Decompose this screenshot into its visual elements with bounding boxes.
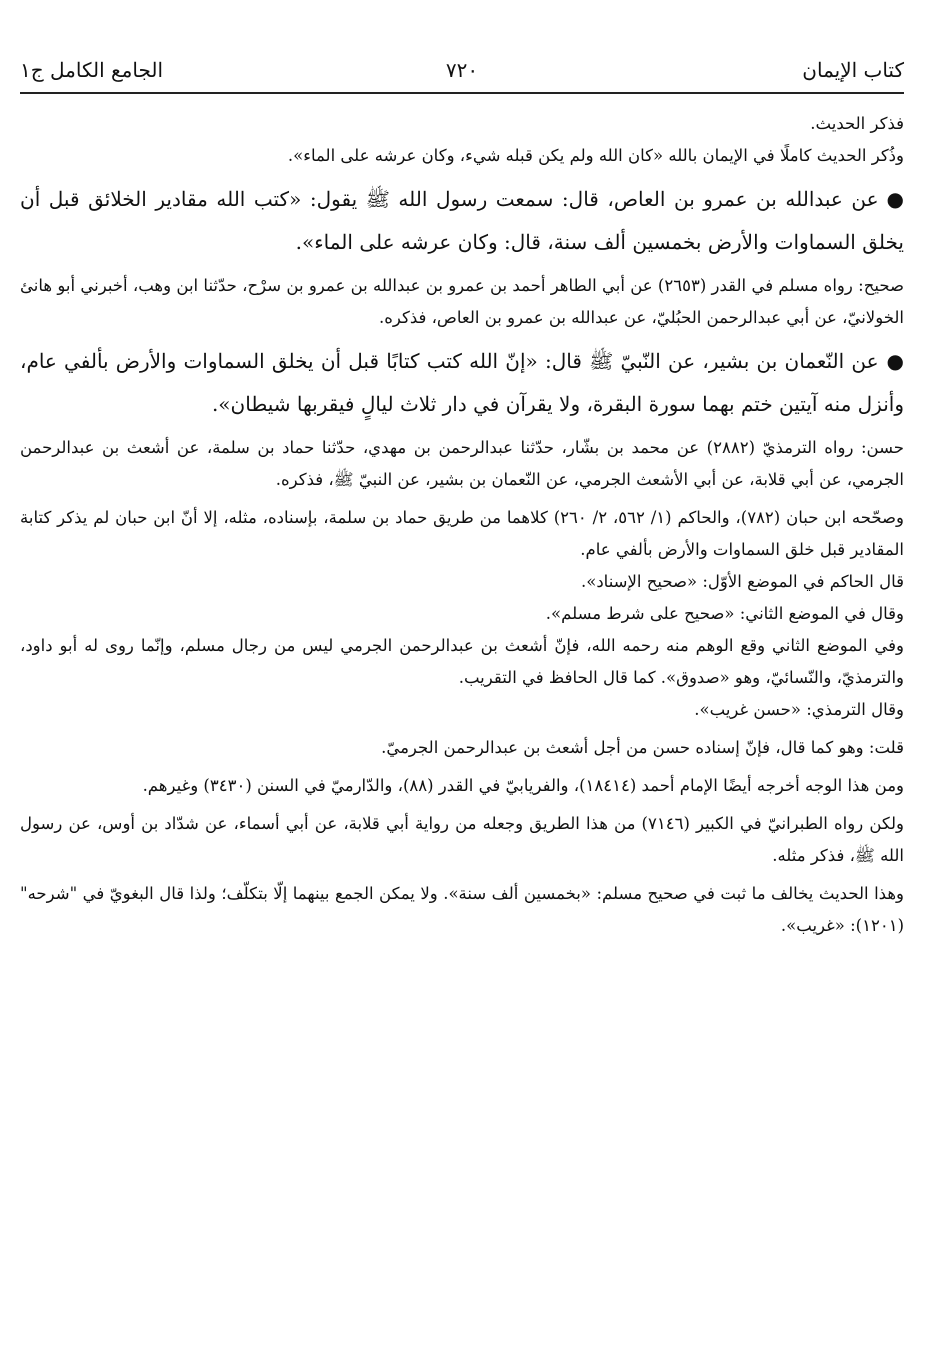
bullet-icon: ● [886,187,904,211]
paragraph [20,270,904,334]
paragraph-text: وصحّحه ابن حبان (٧٨٢)، والحاكم (١/ ٥٦٢، ٢/ ٢٦٠) كلاهما من طريق حماد بن سلمة، بإسناده، مثله، إلا أنّ ابن حبان لم يذكر كتابة المقادير قبل خلق السماوات والأرض بألفي عام. [20,508,905,559]
paragraph [20,630,904,694]
paragraph [20,770,904,802]
hadith-text: عن النّعمان بن بشير، عن النّبيّ ﷺ قال: «إنّ الله كتب كتابًا قبل أن يخلق السماوات والأرض بألفي عام، وأنزل منه آيتين ختم بهما سورة البقرة، ولا يقرآن في دار ثلاث ليالٍ فيقربها شيطان». [20,349,904,416]
paragraph [20,566,904,598]
paragraph [20,108,904,140]
paragraph [20,598,904,630]
paragraph-text: وقال في الموضع الثاني: «صحيح على شرط مسلم». [545,604,904,623]
chapter-title: كتاب الإيمان [802,58,904,82]
paragraph-text: صحيح: رواه مسلم في القدر (٢٦٥٣) عن أبي الطاهر أحمد بن عمرو بن عبدالله بن عمرو بن سرْح، حدّثنا ابن وهب، أخبرني أبو هانئ الخولانيّ، عن أبي عبدالرحمن الحبُليّ، عن عبدالله بن عمرو بن العاص، فذكره. [20,276,904,327]
paragraph [20,694,904,726]
header-divider [20,92,904,94]
book-title: الجامع الكامل ج١ [20,58,164,82]
hadith-paragraph [20,178,904,264]
page-header [20,52,904,92]
paragraph [20,732,904,764]
paragraph [20,502,904,566]
paragraph-text: وقال الترمذي: «حسن غريب». [694,700,904,719]
hadith-paragraph [20,340,904,426]
paragraph-text: وفي الموضع الثاني وقع الوهم منه رحمه الله، فإنّ أشعث بن عبدالرحمن الجرمي ليس من رجال مسلم، وإنّما روى له أبو داود، والترمذيّ، والنّسائيّ، وهو «صدوق». كما قال الحافظ في التقريب. [20,636,904,687]
paragraph [20,432,904,496]
paragraph-text: وهذا الحديث يخالف ما ثبت في صحيح مسلم: «بخمسين ألف سنة». ولا يمكن الجمع بينهما إلّا بتكلّف؛ ولذا قال البغويّ في "شرحه" (١٢٠١): «غريب». [20,884,904,935]
paragraph-text: ولكن رواه الطبرانيّ في الكبير (٧١٤٦) من هذا الطريق وجعله من رواية أبي قلابة، عن أبي أسماء، عن شدّاد بن أوس، عن رسول الله ﷺ، فذكر مثله. [20,814,904,865]
bullet-icon: ● [886,349,904,373]
paragraph-text: قلت: وهو كما قال، فإنّ إسناده حسن من أجل أشعث بن عبدالرحمن الجرميّ. [381,738,904,757]
paragraph [20,808,904,872]
book-page [20,52,904,942]
paragraph-text: فذكر الحديث. [810,114,904,133]
hadith-text: عن عبدالله بن عمرو بن العاص، قال: سمعت رسول الله ﷺ يقول: «كتب الله مقادير الخلائق قبل أن يخلق السماوات والأرض بخمسين ألف سنة، قال: وكان عرشه على الماء». [20,187,904,254]
paragraph-text: حسن: رواه الترمذيّ (٢٨٨٢) عن محمد بن بشّار، حدّثنا عبدالرحمن بن مهدي، حدّثنا حماد بن سلمة، عن أشعث بن عبدالرحمن الجرمي، عن أبي قلابة، عن أبي الأشعث الجرمي، عن النّعمان بن بشير، عن النبيّ ﷺ، فذكره. [20,438,905,489]
page-number: ٧٢٠ [445,58,479,82]
page-body [20,108,904,942]
paragraph-text: قال الحاكم في الموضع الأوّل: «صحيح الإسناد». [580,572,904,591]
paragraph [20,878,904,942]
paragraph-text: وذُكر الحديث كاملًا في الإيمان بالله «كان الله ولم يكن قبله شيء، وكان عرشه على الماء». [287,146,904,165]
paragraph [20,140,904,172]
paragraph-text: ومن هذا الوجه أخرجه أيضًا الإمام أحمد (١٨٤١٤)، والفريابيّ في القدر (٨٨)، والدّارميّ في السنن (٣٤٣٠) وغيرهم. [142,776,904,795]
